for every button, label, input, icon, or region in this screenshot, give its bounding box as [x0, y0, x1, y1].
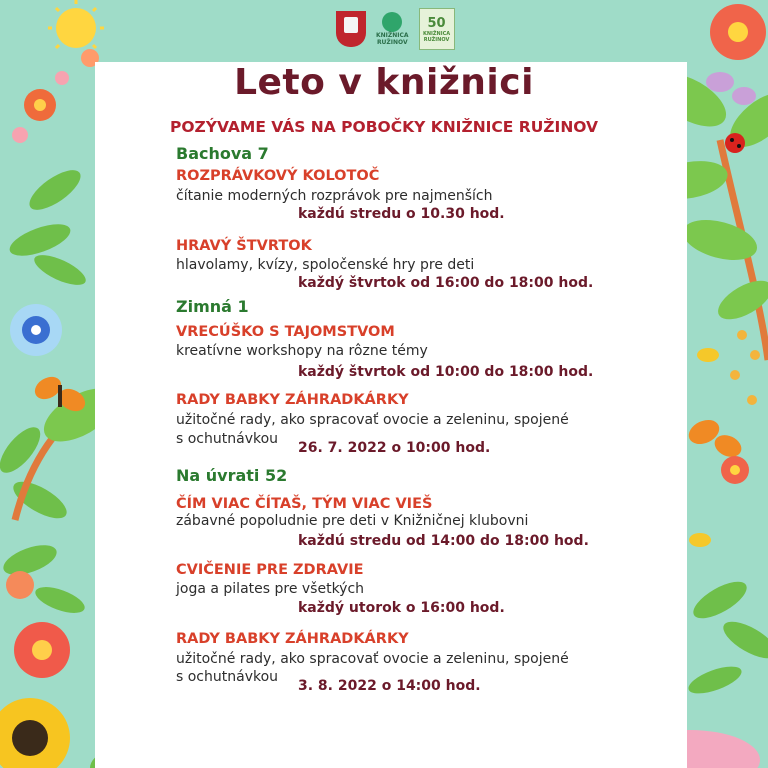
event-time: 3. 8. 2022 o 14:00 hod. — [298, 678, 481, 694]
page-subtitle: POZÝVAME VÁS NA POBOČKY KNIŽNICE RUŽINOV — [169, 118, 599, 136]
event-time: každý štvrtok od 16:00 do 18:00 hod. — [298, 275, 594, 291]
page-title: Leto v knižnici — [234, 62, 534, 103]
ladybug-icon — [725, 133, 745, 153]
event-title: HRAVÝ ŠTVRTOK — [176, 238, 312, 254]
event-description: zábavné popoludnie pre deti v Knižničnej klubovni — [176, 513, 529, 529]
event-description: užitočné rady, ako spracovať ovocie a zeleninu, spojené — [176, 651, 569, 667]
event-description: hlavolamy, kvízy, spoločenské hry pre deti — [176, 257, 475, 273]
berry-branch-icon — [730, 330, 760, 405]
library-logo-name-2: RUŽINOV — [376, 39, 408, 46]
branch-heading: Na úvrati 52 — [176, 466, 288, 485]
butterfly-icon — [685, 415, 745, 461]
event-time: každý štvrtok od 10:00 do 18:00 hod. — [298, 364, 594, 380]
event-title: RADY BABKY ZÁHRADKÁRKY — [176, 631, 409, 647]
flower-icon — [6, 571, 70, 678]
logo-bar — [336, 8, 455, 50]
anniversary-number: 50 — [427, 15, 446, 31]
event-title: VRECÚŠKO S TAJOMSTVOM — [176, 324, 395, 340]
event-time: 26. 7. 2022 o 10:00 hod. — [298, 440, 491, 456]
sunflower-icon — [0, 698, 70, 768]
branch-heading: Zimná 1 — [176, 297, 249, 316]
event-description: čítanie moderných rozprávok pre najmenších — [176, 188, 493, 204]
anniversary-sub-2: RUŽINOV — [423, 36, 450, 43]
bee-icon — [689, 348, 719, 547]
city-crest-icon — [336, 11, 366, 47]
event-description: kreatívne workshopy na rôzne témy — [176, 343, 428, 359]
flower-icon — [721, 456, 749, 484]
blue-flower-icon — [10, 304, 62, 356]
event-title: ČÍM VIAC ČÍTAŠ, TÝM VIAC VIEŠ — [176, 496, 433, 512]
sun-icon — [48, 0, 104, 48]
event-time: každú stredu od 14:00 do 18:00 hod. — [298, 533, 589, 549]
event-description: užitočné rady, ako spracovať ovocie a zeleninu, spojené — [176, 412, 569, 428]
branch-heading: Bachova 7 — [176, 144, 269, 163]
anniversary-sub-1: KNIŽNICA — [422, 30, 451, 37]
event-description: joga a pilates pre všetkých — [176, 581, 365, 597]
event-title: CVIČENIE PRE ZDRAVIE — [176, 562, 364, 578]
library-logo — [376, 12, 409, 46]
library-logo-name-1: KNIŽNICA — [376, 32, 409, 39]
event-time: každú stredu o 10.30 hod. — [298, 206, 505, 222]
event-description-cont: s ochutnávkou — [176, 669, 279, 685]
leaf-icon — [685, 575, 768, 699]
event-title: ROZPRÁVKOVÝ KOLOTOČ — [176, 168, 380, 184]
event-description-cont: s ochutnávkou — [176, 431, 279, 447]
anniversary-logo — [419, 8, 455, 50]
event-time: každý utorok o 16:00 hod. — [298, 600, 505, 616]
flower-icon — [710, 4, 766, 60]
event-title: RADY BABKY ZÁHRADKÁRKY — [176, 392, 409, 408]
library-logo-icon — [382, 12, 402, 32]
